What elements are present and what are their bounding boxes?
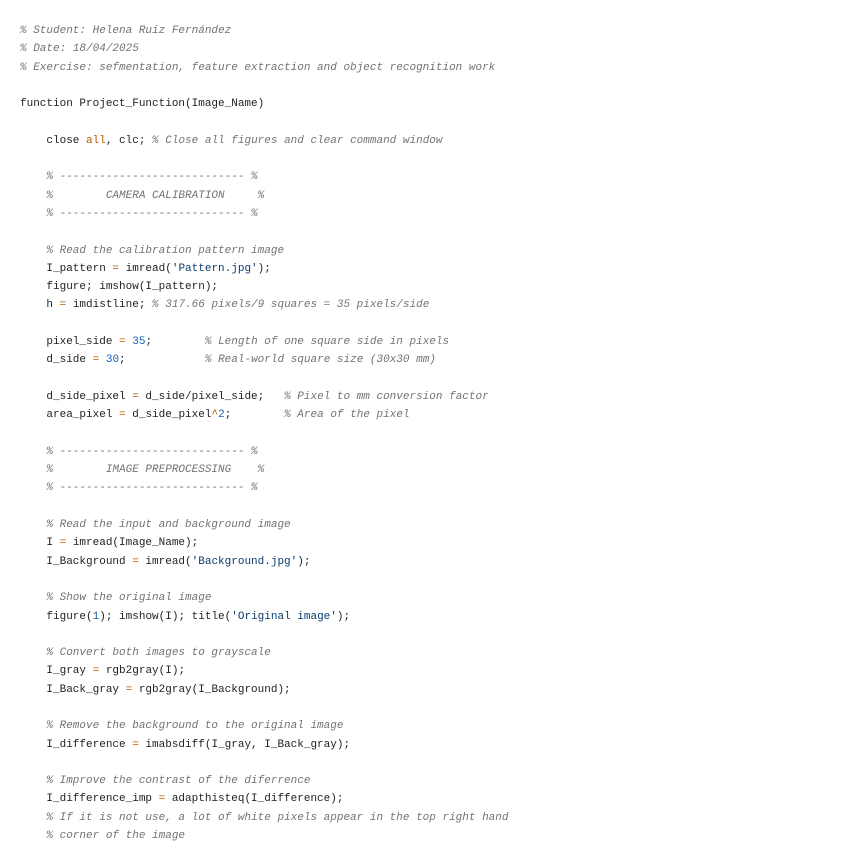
code-text	[99, 354, 106, 366]
code-line	[20, 278, 840, 296]
code-line	[20, 187, 840, 205]
code-line	[20, 790, 840, 808]
code-comment: % 317.66 pixels/9 squares = 35 pixels/side	[152, 299, 430, 312]
code-line	[20, 296, 840, 314]
code-text: I_gray	[20, 665, 93, 678]
code-operator: =	[132, 390, 139, 403]
code-line	[20, 772, 840, 790]
code-line	[20, 370, 840, 388]
code-operator: =	[132, 738, 139, 751]
code-string: 'Pattern.jpg'	[171, 262, 258, 275]
code-operator: =	[119, 409, 126, 422]
code-line	[20, 113, 840, 131]
code-text: pixel_side	[20, 336, 120, 349]
code-line	[20, 95, 840, 113]
code-line	[20, 827, 840, 845]
code-text: ); imshow(I); title(	[99, 610, 232, 623]
code-text: );	[257, 262, 271, 275]
code-text: h	[20, 299, 60, 312]
code-operator: =	[112, 262, 120, 275]
code-line	[20, 461, 840, 479]
code-number: 30	[105, 354, 120, 367]
code-string: 'Original image'	[231, 610, 337, 623]
code-comment: % corner of the image	[20, 830, 186, 843]
code-text: area_pixel	[20, 409, 120, 422]
code-text: ;	[224, 409, 285, 422]
code-comment: % Pixel to mm conversion factor	[284, 390, 489, 403]
code-comment: % ---------------------------- %	[20, 171, 258, 184]
code-line	[20, 223, 840, 241]
code-line	[20, 22, 840, 40]
code-comment: % ---------------------------- %	[20, 445, 258, 458]
code-line	[20, 132, 840, 150]
code-text: I	[20, 537, 60, 550]
code-comment: % Improve the contrast of the diferrence	[20, 775, 311, 788]
code-comment: % Area of the pixel	[284, 409, 410, 422]
code-operator: =	[125, 683, 133, 696]
code-line	[20, 315, 840, 333]
code-line	[20, 333, 840, 351]
code-text: );	[297, 555, 311, 568]
code-comment: % CAMERA CALIBRATION %	[20, 189, 265, 202]
code-text: d_side/pixel_side;	[138, 390, 285, 403]
code-comment: % Remove the background to the original image	[20, 720, 344, 733]
code-keyword: all	[86, 134, 106, 147]
code-line	[20, 626, 840, 644]
code-text: , clc;	[105, 134, 153, 147]
code-line	[20, 754, 840, 772]
code-comment: % Exercise: sefmentation, feature extraction and object recognition work	[20, 61, 496, 74]
code-line	[20, 168, 840, 186]
code-operator: =	[59, 537, 67, 550]
code-text: I_difference	[20, 738, 133, 751]
code-text: d_side	[20, 354, 93, 367]
code-line	[20, 242, 840, 260]
code-comment: % Read the calibration pattern image	[20, 244, 285, 257]
code-line	[20, 59, 840, 77]
code-text: function Project_Function(Image_Name)	[20, 98, 265, 111]
code-operator: =	[119, 336, 126, 349]
code-line	[20, 498, 840, 516]
code-number: 35	[132, 336, 146, 349]
code-text: I_Back_gray	[20, 683, 126, 696]
code-line	[20, 479, 840, 497]
code-text: imread(Image_Name);	[66, 537, 199, 550]
code-text: d_side_pixel	[125, 409, 212, 422]
code-comment: % If it is not use, a lot of white pixels appear in the top right hand	[20, 811, 509, 824]
code-line	[20, 553, 840, 571]
code-text: rgb2gray(I_Background);	[132, 683, 291, 696]
code-operator: =	[92, 665, 100, 678]
code-text: adapthisteq(I_difference);	[165, 793, 344, 806]
code-text: imabsdiff(I_gray, I_Back_gray);	[138, 738, 351, 751]
code-text: imread(	[138, 555, 192, 568]
code-number: 2	[218, 409, 225, 422]
code-line	[20, 589, 840, 607]
code-line	[20, 534, 840, 552]
code-comment: % Close all figures and clear command window	[152, 134, 443, 147]
code-line	[20, 388, 840, 406]
code-line	[20, 699, 840, 717]
code-comment: % Convert both images to grayscale	[20, 647, 271, 660]
code-line	[20, 150, 840, 168]
code-text: I_difference_imp	[20, 793, 159, 806]
code-line	[20, 425, 840, 443]
code-line	[20, 736, 840, 754]
code-line	[20, 644, 840, 662]
code-operator: =	[132, 555, 139, 568]
code-comment: % Length of one square side in pixels	[204, 336, 450, 349]
code-line	[20, 443, 840, 461]
code-operator: =	[59, 299, 67, 312]
code-number: 1	[92, 610, 100, 623]
code-text: rgb2gray(I);	[99, 665, 186, 678]
code-line	[20, 40, 840, 58]
code-text: I_Background	[20, 555, 133, 568]
code-line	[20, 571, 840, 589]
code-line	[20, 662, 840, 680]
code-text: );	[336, 610, 351, 623]
code-text: imdistline;	[66, 299, 153, 312]
code-text: figure(	[20, 610, 93, 623]
code-line	[20, 516, 840, 534]
code-text: ;	[145, 336, 205, 349]
code-line	[20, 260, 840, 278]
code-line	[20, 205, 840, 223]
code-string: 'Background.jpg'	[191, 555, 298, 568]
code-line	[20, 809, 840, 827]
code-operator: =	[92, 354, 100, 367]
code-comment: % Show the original image	[20, 592, 212, 605]
code-comment: % ---------------------------- %	[20, 482, 258, 495]
code-line	[20, 77, 840, 95]
code-comment: % IMAGE PREPROCESSING %	[20, 464, 265, 477]
code-operator: ^	[211, 409, 219, 422]
code-text: figure; imshow(I_pattern);	[20, 281, 219, 294]
code-text: close	[20, 134, 87, 147]
code-text: d_side_pixel	[20, 390, 133, 403]
code-operator: =	[158, 793, 166, 806]
code-line	[20, 681, 840, 699]
code-comment: % ---------------------------- %	[20, 207, 258, 220]
code-text: imread(	[119, 262, 172, 275]
code-text: I_pattern	[20, 262, 113, 275]
code-text: ;	[119, 354, 205, 367]
code-comment: % Real-world square size (30x30 mm)	[204, 354, 436, 367]
code-line	[20, 406, 840, 424]
code-editor[interactable]	[20, 22, 840, 848]
code-comment: % Date: 18/04/2025	[20, 43, 139, 56]
code-line	[20, 608, 840, 626]
code-comment: % Read the input and background image	[20, 519, 291, 532]
code-comment: % Student: Helena Ruiz Fernández	[20, 25, 232, 37]
code-line	[20, 351, 840, 369]
code-line	[20, 717, 840, 735]
